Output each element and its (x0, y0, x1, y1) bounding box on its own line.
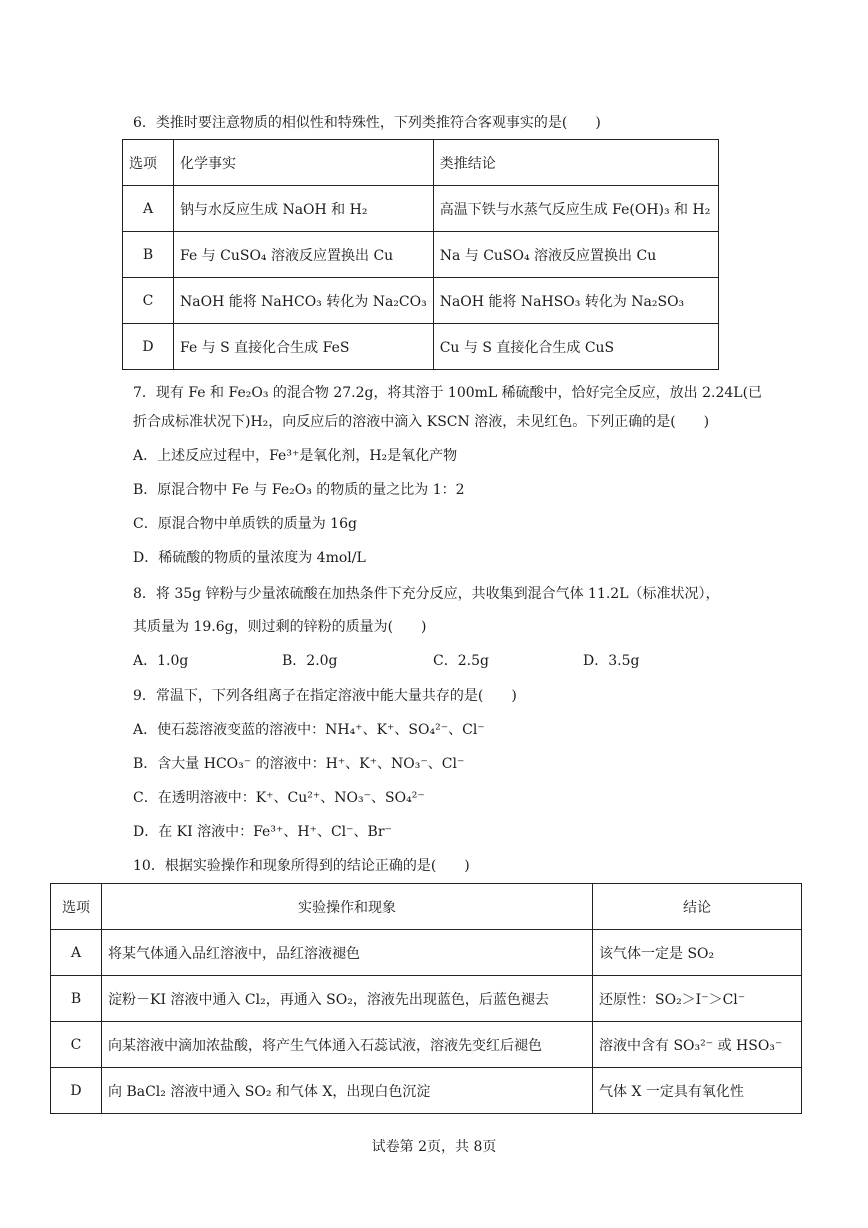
q9-option-a: A．使石蕊溶液变蓝的溶液中：NH₄⁺、K⁺、SO₄²⁻、Cl⁻ (133, 722, 485, 738)
q10-header-cell: 选项 (51, 884, 102, 930)
option-label: B (51, 976, 102, 1022)
conclusion-cell: 气体 X 一定具有氧化性 (593, 1068, 802, 1114)
option-label: A (51, 930, 102, 976)
conclusion-cell: Cu 与 S 直接化合生成 CuS (433, 324, 718, 370)
conclusion-cell: 还原性：SO₂＞I⁻＞Cl⁻ (593, 976, 802, 1022)
q6-header-cell: 类推结论 (433, 140, 718, 186)
operation-cell: 向 BaCl₂ 溶液中通入 SO₂ 和气体 X，出现白色沉淀 (102, 1068, 593, 1114)
fact-cell: Fe 与 CuSO₄ 溶液反应置换出 Cu (174, 232, 434, 278)
conclusion-cell: 高温下铁与水蒸气反应生成 Fe(OH)₃ 和 H₂ (433, 186, 718, 232)
q8-option-a: A．1.0g (133, 653, 189, 669)
page-footer: 试卷第 2页，共 8页 (371, 1139, 497, 1155)
operation-cell: 向某溶液中滴加浓盐酸，将产生气体通入石蕊试液，溶液先变红后褪色 (102, 1022, 593, 1068)
table-row (51, 1022, 802, 1068)
option-label: D (51, 1068, 102, 1114)
q10-header-cell: 结论 (593, 884, 802, 930)
q10-header-row (51, 884, 802, 930)
q10-header-cell: 实验操作和现象 (102, 884, 593, 930)
q6-header-cell: 选项 (123, 140, 174, 186)
conclusion-cell: Na 与 CuSO₄ 溶液反应置换出 Cu (433, 232, 718, 278)
q8-option-d: D．3.5g (583, 653, 640, 669)
q9-stem: 9．常温下，下列各组离子在指定溶液中能大量共存的是( ) (133, 688, 517, 704)
table-row (123, 186, 719, 232)
fact-cell: Fe 与 S 直接化合生成 FeS (174, 324, 434, 370)
operation-cell: 将某气体通入品红溶液中，品红溶液褪色 (102, 930, 593, 976)
option-label: C (51, 1022, 102, 1068)
conclusion-cell: NaOH 能将 NaHSO₃ 转化为 Na₂SO₃ (433, 278, 718, 324)
q8-stem-line2: 其质量为 19.6g，则过剩的锌粉的质量为( ) (133, 619, 427, 635)
q8-option-c: C．2.5g (433, 653, 489, 669)
conclusion-cell: 该气体一定是 SO₂ (593, 930, 802, 976)
q8-stem-line1: 8．将 35g 锌粉与少量浓硫酸在加热条件下充分反应，共收集到混合气体 11.2L（标准状况）， (133, 586, 720, 602)
q7-option-b: B．原混合物中 Fe 与 Fe₂O₃ 的物质的量之比为 1：2 (133, 482, 465, 498)
fact-cell: 钠与水反应生成 NaOH 和 H₂ (174, 186, 434, 232)
table-row (123, 232, 719, 278)
fact-cell: NaOH 能将 NaHCO₃ 转化为 Na₂CO₃ (174, 278, 434, 324)
table-row (51, 930, 802, 976)
table-row (123, 324, 719, 370)
q7-stem-line1: 7．现有 Fe 和 Fe₂O₃ 的混合物 27.2g，将其溶于 100mL 稀硫酸中，恰好完全反应，放出 2.24L(已 (133, 385, 763, 401)
q9-option-d: D．在 KI 溶液中：Fe³⁺、H⁺、Cl⁻、Br⁻ (133, 824, 392, 840)
table-row (51, 976, 802, 1022)
option-label: A (123, 186, 174, 232)
conclusion-cell: 溶液中含有 SO₃²⁻ 或 HSO₃⁻ (593, 1022, 802, 1068)
option-label: B (123, 232, 174, 278)
q9-option-b: B．含大量 HCO₃⁻ 的溶液中：H⁺、K⁺、NO₃⁻、Cl⁻ (133, 756, 465, 772)
q6-header-row (123, 140, 719, 186)
q6-stem: 6．类推时要注意物质的相似性和特殊性，下列类推符合客观事实的是( ) (133, 115, 601, 131)
q7-option-c: C．原混合物中单质铁的质量为 16g (133, 516, 357, 532)
q10-stem: 10．根据实验操作和现象所得到的结论正确的是( ) (133, 858, 470, 874)
option-label: C (123, 278, 174, 324)
q7-option-d: D．稀硫酸的物质的量浓度为 4mol/L (133, 550, 366, 566)
q7-stem-line2: 折合成标准状况下)H₂，向反应后的溶液中滴入 KSCN 溶液，未见红色。下列正确的是( ) (133, 414, 710, 430)
q10-table (50, 883, 802, 1114)
option-label: D (123, 324, 174, 370)
q9-option-c: C．在透明溶液中：K⁺、Cu²⁺、NO₃⁻、SO₄²⁻ (133, 790, 425, 806)
table-row (51, 1068, 802, 1114)
q6-table (122, 139, 719, 370)
q7-option-a: A．上述反应过程中，Fe³⁺是氧化剂，H₂是氧化产物 (133, 448, 458, 464)
q8-option-b: B．2.0g (282, 653, 338, 669)
operation-cell: 淀粉－KI 溶液中通入 Cl₂，再通入 SO₂，溶液先出现蓝色，后蓝色褪去 (102, 976, 593, 1022)
table-row (123, 278, 719, 324)
q6-header-cell: 化学事实 (174, 140, 434, 186)
